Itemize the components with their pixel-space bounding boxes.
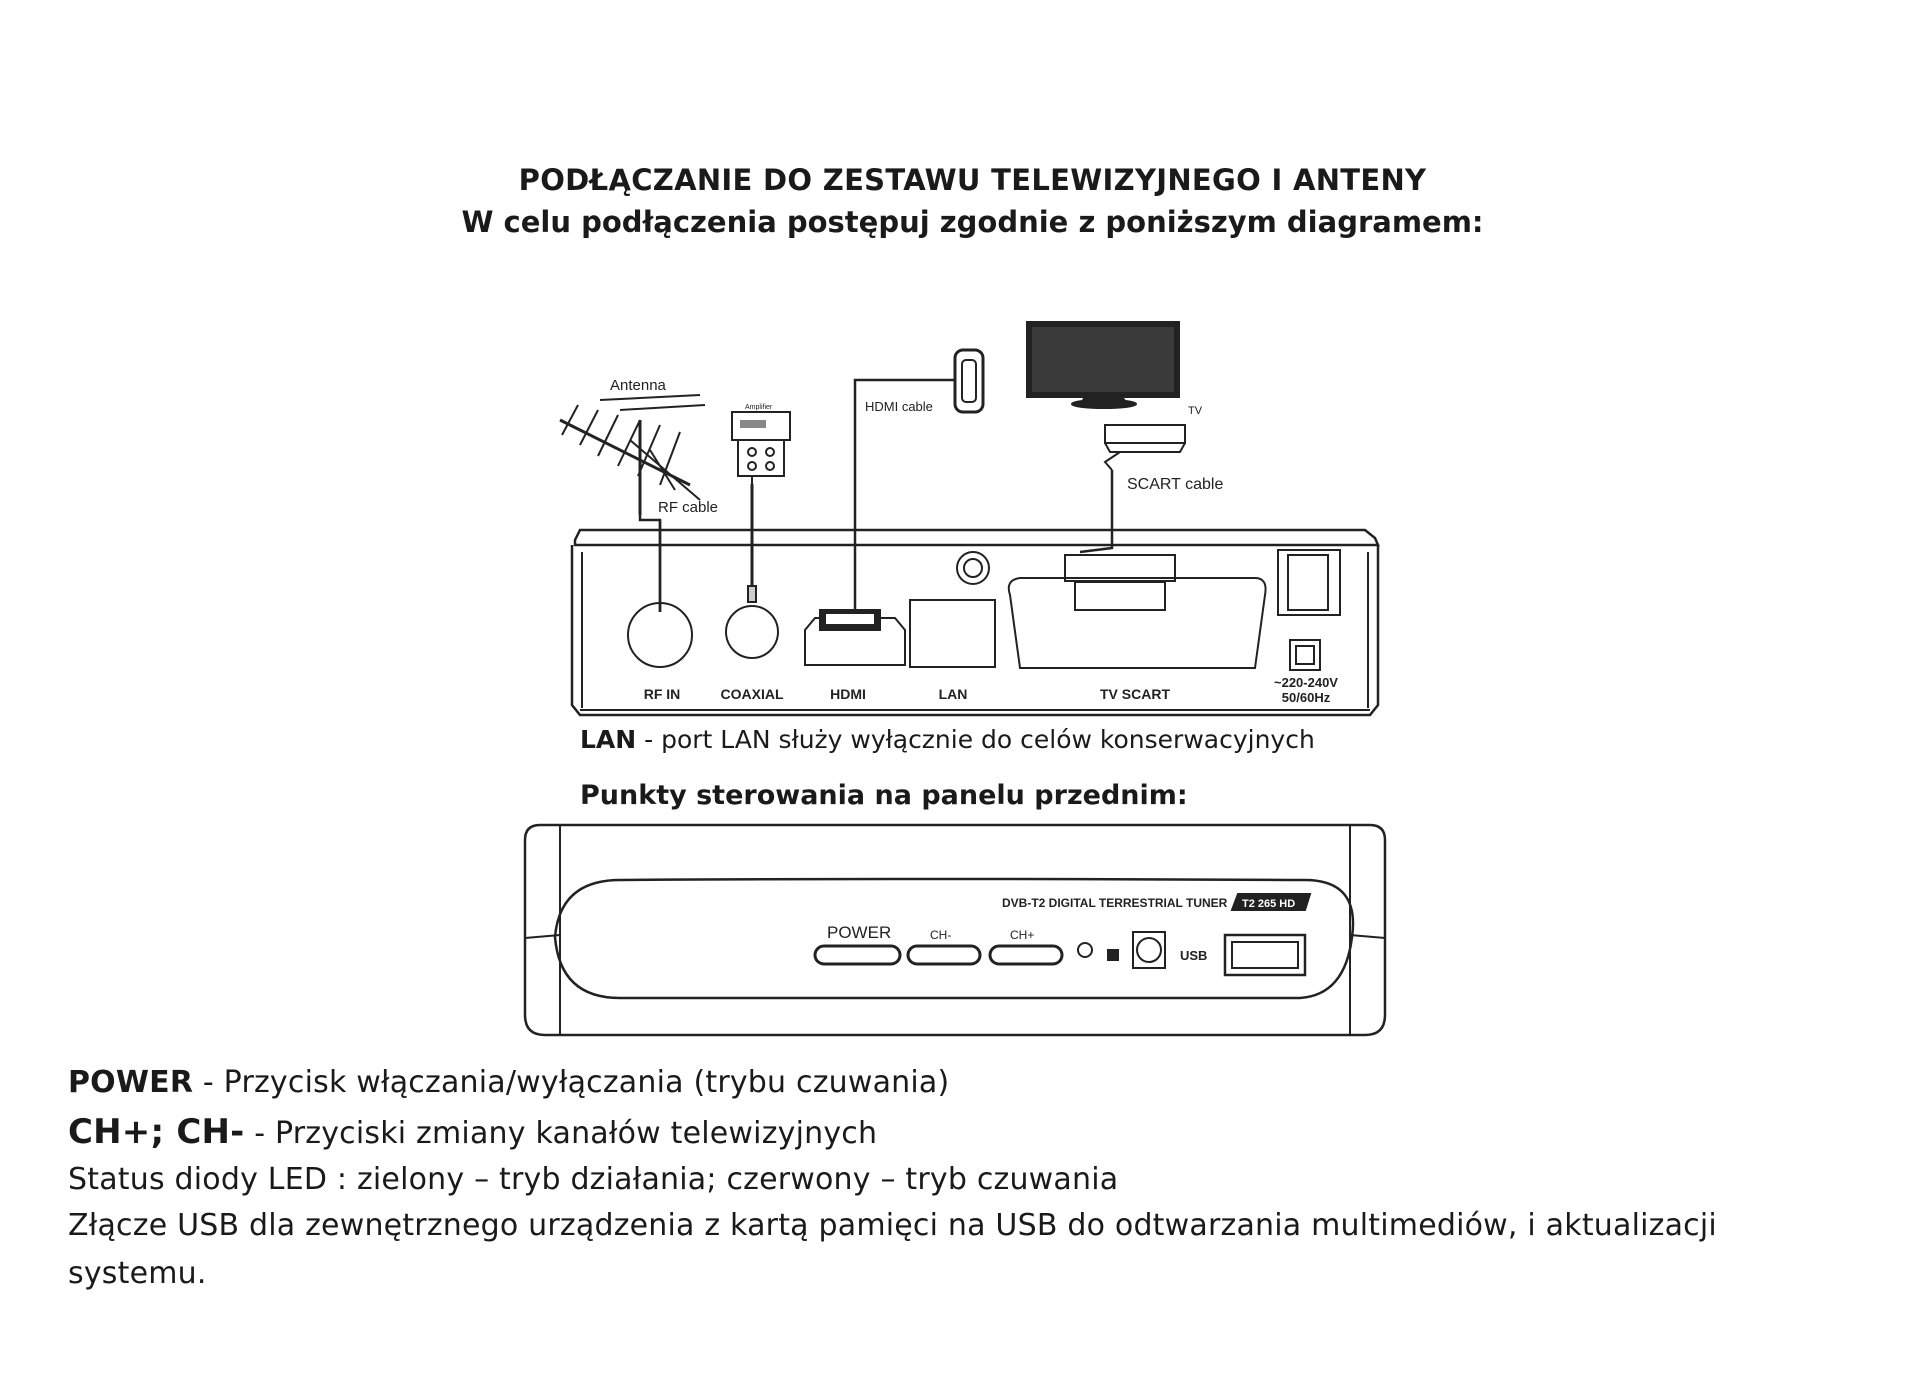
ch-minus-button-label: CH- (930, 928, 952, 942)
hdmi-cable-label: HDMI cable (865, 399, 933, 414)
tv-scart-port-label: TV SCART (1100, 686, 1170, 702)
model-badge-text: T2 265 HD (1242, 898, 1296, 910)
channel-description (68, 1112, 877, 1152)
power-description (68, 1065, 949, 1100)
tv-icon (1027, 322, 1179, 408)
power-frequency-label: 50/60Hz (1281, 690, 1331, 705)
hdmi-plug-icon (955, 350, 983, 412)
amplifier-icon (732, 412, 790, 484)
tv-label: TV (1188, 405, 1203, 417)
ch-plus-button-label: CH+ (1010, 928, 1035, 942)
power-term: POWER (68, 1065, 194, 1100)
scart-cable-label: SCART cable (1127, 476, 1224, 493)
receiver-rear-panel (572, 530, 1378, 715)
led-description: Status diody LED : zielony – tryb działania; czerwony – tryb czuwania (68, 1162, 1119, 1197)
usb-port-label: USB (1180, 948, 1208, 963)
usb-description-line2: systemu. (68, 1256, 207, 1291)
coaxial-port-label: COAXIAL (720, 686, 784, 702)
usb-description-line1: Złącze USB dla zewnętrznego urządzenia z kartą pamięci na USB do odtwarzania multimediów, i aktualizacji (68, 1208, 1717, 1243)
rf-cable-label: RF cable (658, 499, 719, 516)
lan-note (580, 725, 1315, 754)
scart-plug-icon (1105, 425, 1185, 470)
rf-in-port-label: RF IN (643, 686, 681, 702)
page-title: PODŁĄCZANIE DO ZESTAWU TELEWIZYJNEGO I ANTENY (518, 163, 1427, 197)
antenna-label: Antenna (610, 377, 666, 394)
amplifier-label: Amplifier (745, 404, 773, 411)
power-voltage-label: ~220-240V (1274, 675, 1338, 690)
front-brand-text: DVB-T2 DIGITAL TERRESTRIAL TUNER (1002, 896, 1228, 910)
power-button-label: POWER (827, 923, 892, 942)
front-panel-title: Punkty sterowania na panelu przednim: (580, 780, 1188, 811)
antenna-icon (560, 395, 705, 515)
channel-term: CH+; CH- (68, 1112, 245, 1152)
lan-note-text: - port LAN służy wyłącznie do celów konserwacyjnych (636, 725, 1315, 754)
channel-text: - Przyciski zmiany kanałów telewizyjnych (244, 1116, 878, 1151)
receiver-front-panel (525, 825, 1385, 1035)
lan-note-term: LAN (580, 725, 637, 754)
power-text: - Przycisk włączania/wyłączania (trybu czuwania) (193, 1065, 950, 1100)
lan-port-label: LAN (938, 686, 968, 702)
page-subtitle: W celu podłączenia postępuj zgodnie z poniższym diagramem: (461, 205, 1484, 239)
hdmi-port-label: HDMI (830, 686, 866, 702)
